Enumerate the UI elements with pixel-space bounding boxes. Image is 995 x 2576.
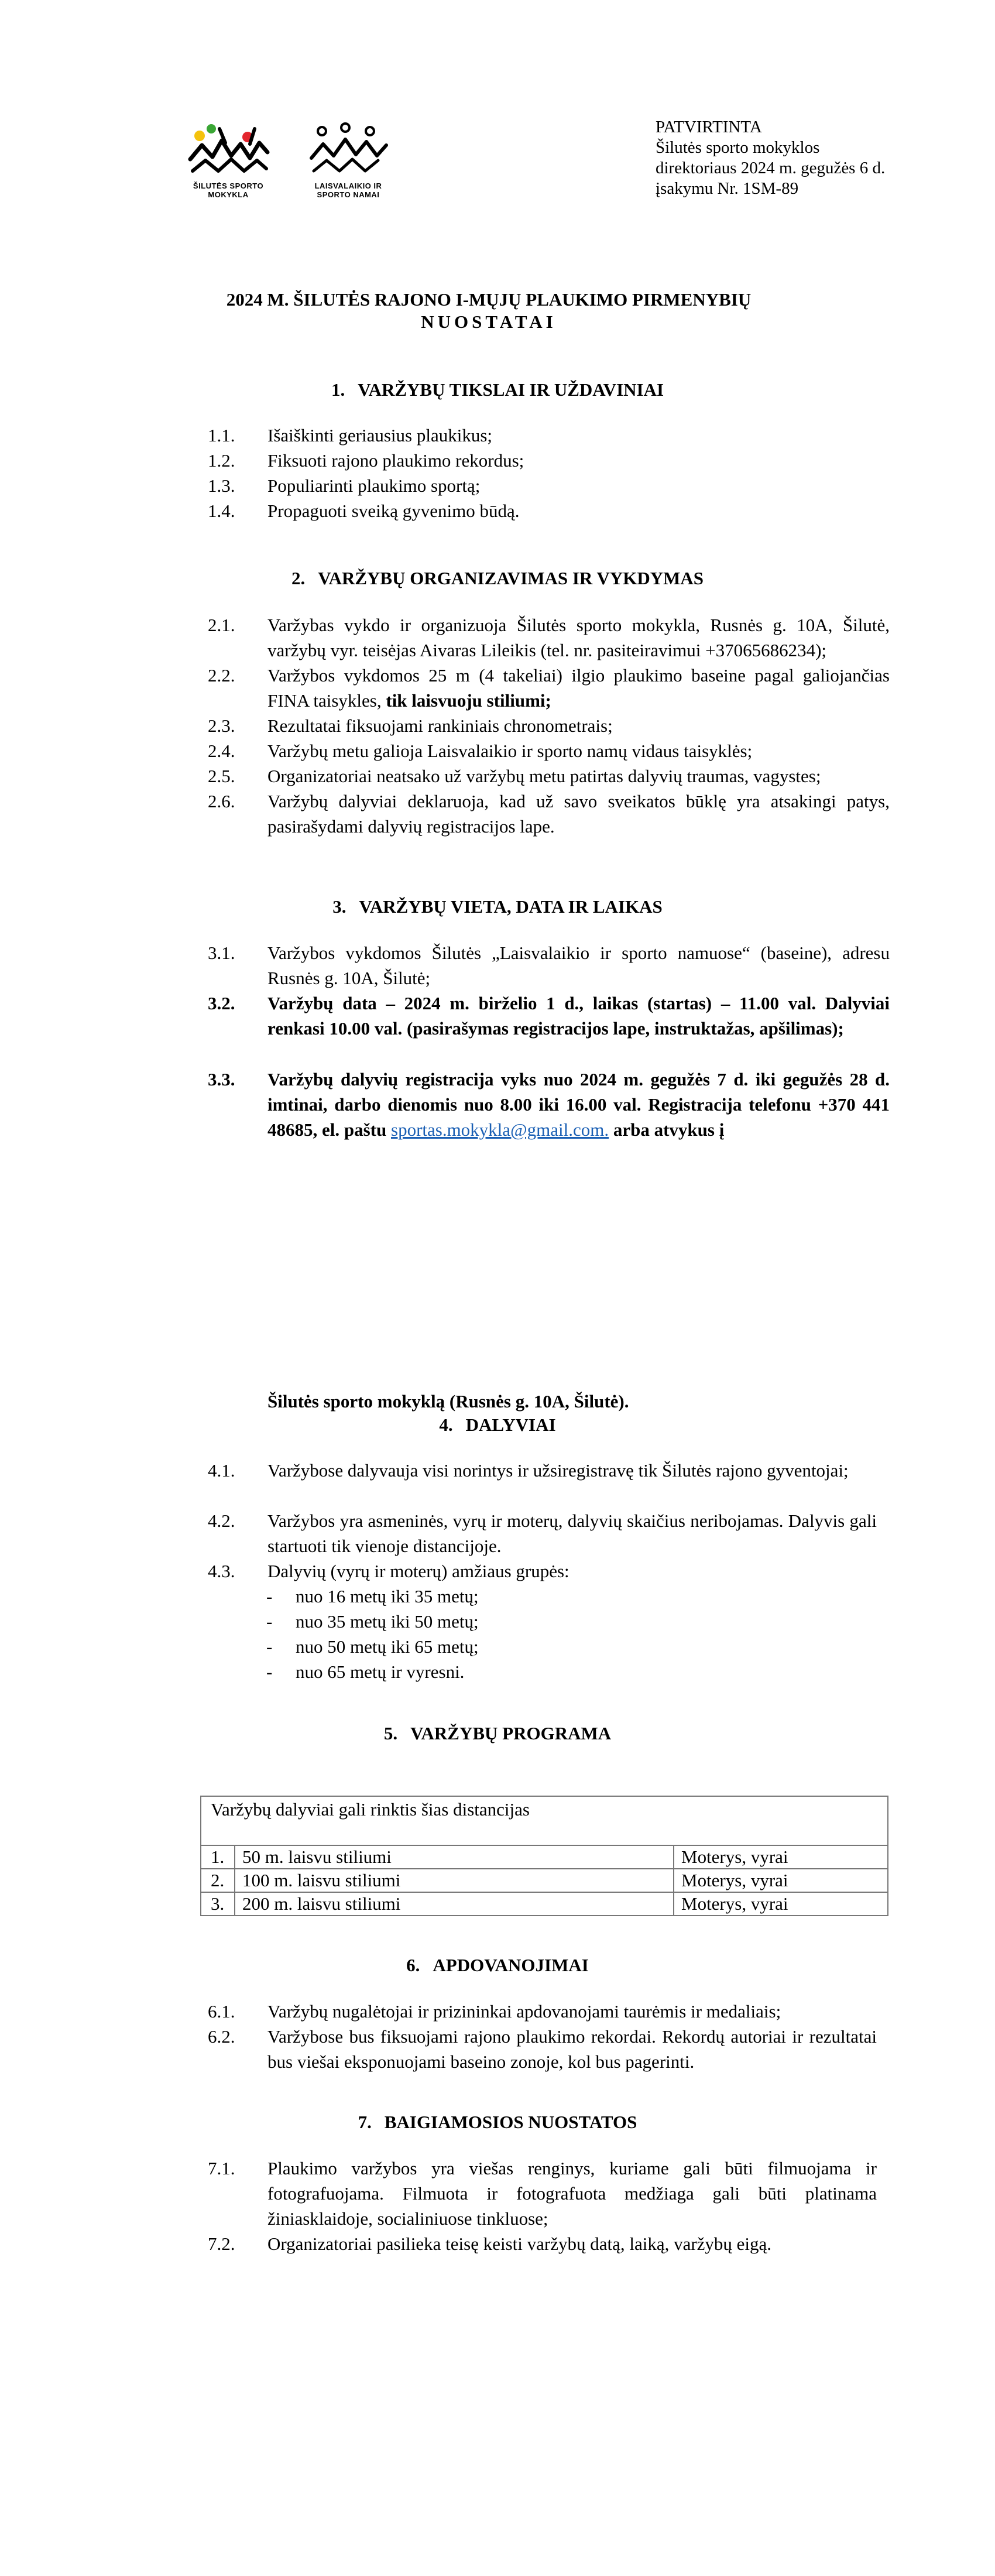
section-heading: 2. VARŽYBŲ ORGANIZAVIMAS IR VYKDYMAS [291, 568, 704, 588]
table-caption: Varžybų dalyviai gali rinktis šias distancijas [201, 1797, 887, 1846]
leisure-center-logo [304, 117, 392, 205]
age-group-item: - nuo 50 metų iki 65 metų; [266, 1636, 479, 1657]
section-heading: 6. APDOVANOJIMAI [406, 1955, 589, 1975]
list-item: 4.3. Dalyvių (vyrų ir moterų) amžiaus grupės: [208, 1561, 569, 1581]
document-title: 2024 M. ŠILUTĖS RAJONO I-MŲJŲ PLAUKIMO PIRMENYBIŲ [226, 289, 752, 310]
approval-line: Šilutės sporto mokyklos [656, 138, 820, 157]
list-item: 3.2. Varžybų data – 2024 m. birželio 1 d., laikas (startas) – 11.00 val. Dalyviai renkasi 10.00 val. (pasirašymas registracijos lape, instruktažas, apšilimas); [208, 993, 890, 1039]
logo-caption-1: LAISVALAIKIO IR [314, 181, 382, 190]
approval-block [656, 117, 885, 199]
logo-caption-2: SPORTO NAMAI [317, 190, 380, 199]
section-heading: 1. VARŽYBŲ TIKSLAI IR UŽDAVINIAI [331, 379, 664, 400]
school-logo [184, 117, 272, 205]
swimmers-logo-icon [304, 117, 392, 181]
continued-text: Šilutės sporto mokyklą (Rusnės g. 10A, Šilutė). [267, 1391, 629, 1412]
row-group: Moterys, vyrai [681, 1870, 788, 1890]
row-group: Moterys, vyrai [681, 1847, 788, 1867]
list-item: 1.4. Propaguoti sveiką gyvenimo būdą. [208, 501, 520, 521]
age-group-item: - nuo 65 metų ir vyresni. [266, 1662, 465, 1682]
approval-line: direktoriaus 2024 m. gegužės 6 d. [656, 159, 886, 177]
list-item: 1.2. Fiksuoti rajono plaukimo rekordus; [208, 450, 524, 471]
section-heading: 3. VARŽYBŲ VIETA, DATA IR LAIKAS [332, 896, 663, 917]
row-distance: 50 m. laisvu stiliumi [235, 1846, 674, 1868]
logo-caption-2: MOKYKLA [208, 190, 249, 199]
row-distance: 200 m. laisvu stiliumi [235, 1893, 674, 1915]
table-row [201, 1893, 887, 1915]
row-number: 3. [201, 1893, 235, 1915]
distances-table [200, 1796, 888, 1916]
list-item: 2.2. Varžybos vykdomos 25 m (4 takeliai) ilgio plaukimo baseine pagal galiojančias FINA taisykles, tik laisvuoju stiliumi; [208, 665, 890, 711]
row-number: 2. [201, 1869, 235, 1892]
logo-caption-1: ŠILUTĖS SPORTO [193, 181, 264, 190]
list-item: 1.3. Populiarinti plaukimo sportą; [208, 475, 481, 496]
list-item: 1.1. Išaiškinti geriausius plaukikus; [208, 425, 493, 446]
table-row [201, 1869, 887, 1893]
document-subtitle: NUOSTATAI [421, 311, 557, 332]
approval-line: įsakymu Nr. 1SM-89 [656, 179, 799, 198]
list-item: 2.1. Varžybas vykdo ir organizuoja Šilutės sporto mokykla, Rusnės g. 10A, Šilutė, varžybų vyr. teisėjas Aivaras Lileikis (tel. nr. pasiteiravimui +37065686234); [208, 615, 890, 660]
section-heading: 5. VARŽYBŲ PROGRAMA [383, 1723, 612, 1743]
swimmers-logo-icon [184, 117, 272, 181]
list-item: 2.4. Varžybų metu galioja Laisvalaikio ir sporto namų vidaus taisyklės; [208, 741, 753, 761]
section-heading: 7. BAIGIAMOSIOS NUOSTATOS [358, 2112, 637, 2132]
list-item: 6.1. Varžybų nugalėtojai ir prizininkai apdovanojami taurėmis ir medaliais; [208, 2001, 781, 2022]
list-item: 4.1. Varžybose dalyvauja visi norintys ir užsiregistravę tik Šilutės rajono gyventojai; [208, 1460, 849, 1481]
list-item: 2.6. Varžybų dalyviai deklaruoja, kad už savo sveikatos būklę yra atsakingi patys, pasirašydami dalyvių registracijos lape. [208, 791, 890, 837]
list-item: 2.3. Rezultatai fiksuojami rankiniais chronometrais; [208, 715, 613, 736]
email-link[interactable]: sportas.mokykla@gmail.com. [391, 1119, 609, 1140]
list-item: 7.2. Organizatoriai pasilieka teisę keisti varžybų datą, laiką, varžybų eigą. [208, 2234, 772, 2254]
row-group: Moterys, vyrai [681, 1893, 788, 1914]
list-item: 7.1. Plaukimo varžybos yra viešas renginys, kuriame gali būti filmuojama ir fotografuojama. Filmuota ir fotografuota medžiaga gali būti platinama žiniasklaidoje, socialiniuose tinkluose; [208, 2158, 877, 2229]
list-item: 6.2. Varžybose bus fiksuojami rajono plaukimo rekordai. Rekordų autoriai ir rezultatai bus viešai eksponuojami baseino zonoje, kol bus pagerinti. [208, 2026, 877, 2072]
age-group-item: - nuo 35 metų iki 50 metų; [266, 1611, 479, 1632]
list-item: 3.3. Varžybų dalyvių registracija vyks nuo 2024 m. gegužės 7 d. iki gegužės 28 d. imtinai, darbo dienomis nuo 8.00 iki 16.00 val. Registracija telefonu +370 441 48685, el. paštu sportas.mokykla@gmail.com. arba atvykus į [208, 1069, 890, 1140]
age-group-item: - nuo 16 metų iki 35 metų; [266, 1586, 479, 1606]
list-item: 2.5. Organizatoriai neatsako už varžybų metu patirtas dalyvių traumas, vagystes; [208, 766, 821, 786]
emphasis: tik laisvuoju stiliumi; [386, 690, 551, 711]
row-number: 1. [201, 1846, 235, 1868]
row-distance: 100 m. laisvu stiliumi [235, 1869, 674, 1892]
section-heading: 4. DALYVIAI [439, 1414, 556, 1435]
table-row [201, 1846, 887, 1869]
approval-line: PATVIRTINTA [656, 118, 762, 136]
list-item: 3.1. Varžybos vykdomos Šilutės „Laisvalaikio ir sporto namuose“ (baseine), adresu Rusnės g. 10A, Šilutė; [208, 943, 890, 988]
list-item: 4.2. Varžybos yra asmeninės, vyrų ir moterų, dalyvių skaičius neribojamas. Dalyvis gali startuoti tik vienoje distancijoje. [208, 1510, 877, 1556]
